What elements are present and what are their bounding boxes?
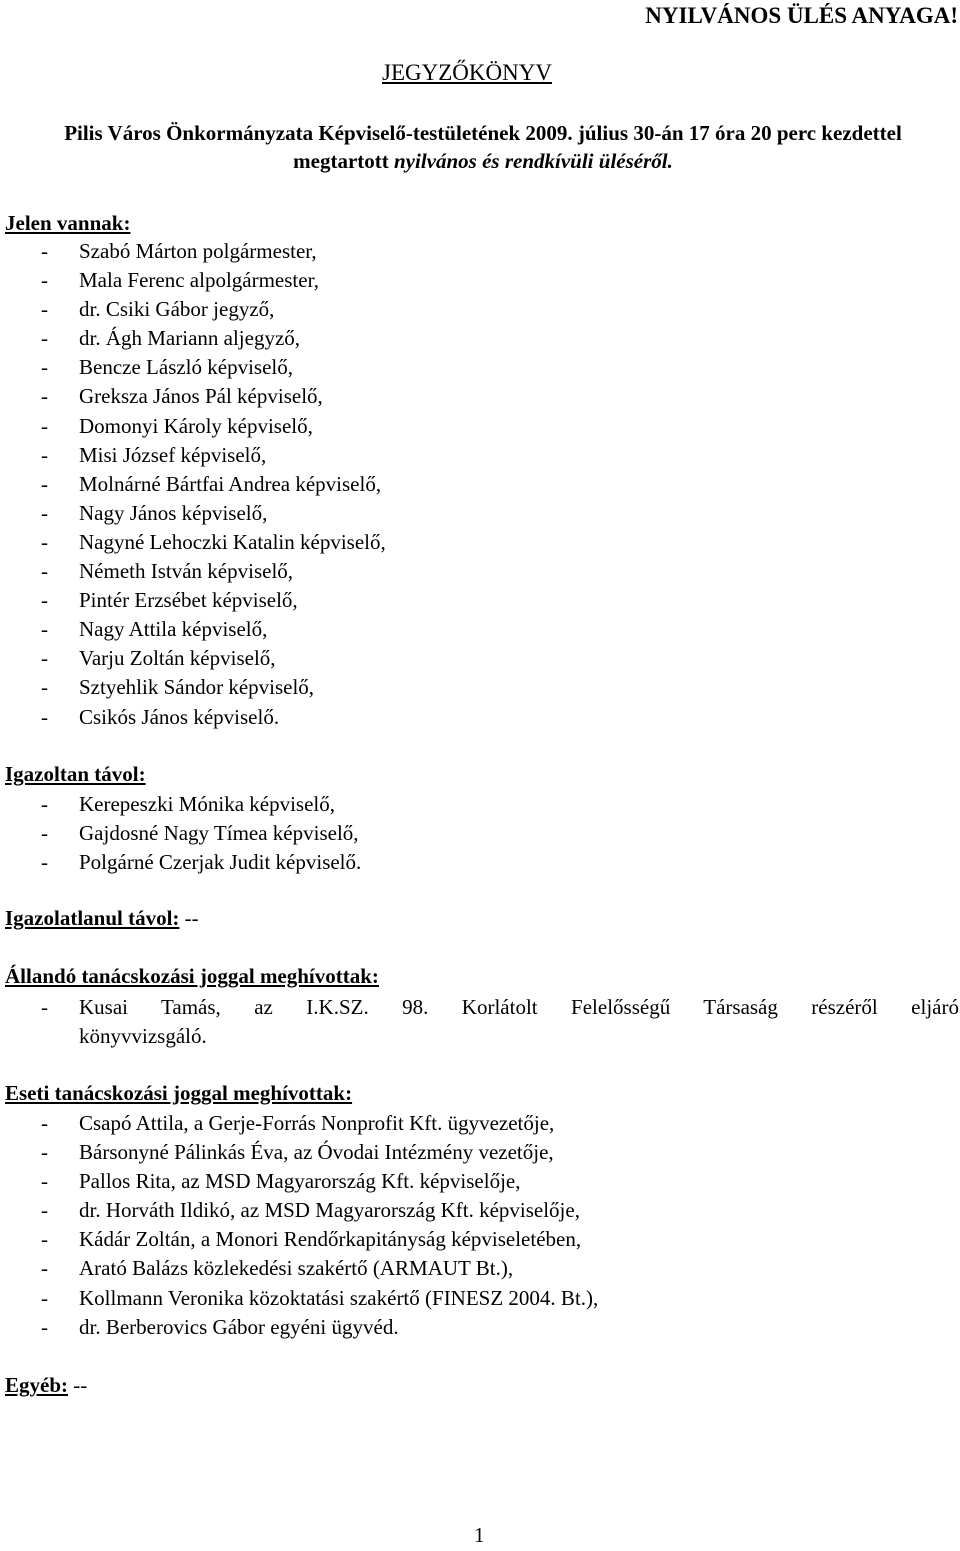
list-dash: - — [41, 297, 48, 322]
list-item-text: Polgárné Czerjak Judit képviselő. — [79, 850, 362, 875]
list-dash: - — [41, 326, 48, 351]
list-item-text: Csikós János képviselő. — [79, 704, 280, 729]
list-dash: - — [41, 529, 48, 554]
list-dash: - — [41, 1169, 48, 1194]
list-item-text: Bencze László képviselő, — [79, 355, 293, 380]
unexcused-heading: Igazolatlanul távol: — [5, 906, 180, 930]
list-dash: - — [41, 646, 48, 671]
other-section — [5, 1373, 87, 1398]
list-dash: - — [41, 355, 48, 380]
list-dash: - — [41, 850, 48, 875]
list-item-text: Németh István képviselő, — [79, 559, 294, 584]
intro-italic-text: nyilvános és rendkívüli üléséről. — [394, 149, 673, 173]
list-item-text: Molnárné Bártfai Andrea képviselő, — [79, 471, 382, 496]
excused-heading: Igazoltan távol: — [5, 762, 146, 786]
intro-paragraph — [28, 119, 938, 175]
list-item-text: Mala Ferenc alpolgármester, — [79, 268, 319, 293]
list-dash: - — [41, 500, 48, 525]
list-dash: - — [41, 239, 48, 263]
list-dash: - — [41, 1256, 48, 1281]
list-item-text: Gajdosné Nagy Tímea képviselő, — [79, 821, 359, 846]
list-dash: - — [41, 471, 48, 496]
list-item-text: Kerepeszki Mónika képviselő, — [79, 792, 336, 816]
list-dash: - — [41, 268, 48, 293]
list-dash: - — [41, 1314, 48, 1339]
list-item-text: Csapó Attila, a Gerje-Forrás Nonprofit Kft. ügyvezetője, — [79, 1111, 555, 1135]
page-number: 1 — [474, 1523, 485, 1547]
list-dash: - — [41, 617, 48, 642]
permanent-invitee-line2: könyvvizsgáló. — [79, 1024, 207, 1048]
list-dash: - — [41, 1285, 48, 1310]
list-item-text: Domonyi Károly képviselő, — [79, 413, 313, 438]
other-value: -- — [68, 1373, 88, 1397]
list-item-text: Kádár Zoltán, a Monori Rendőrkapitányság képviseletében, — [79, 1227, 582, 1252]
list-item-text: Kollmann Veronika közoktatási szakértő (FINESZ 2004. Bt.), — [79, 1285, 599, 1310]
list-dash: - — [41, 384, 48, 409]
permanent-invitees-heading: Állandó tanácskozási joggal meghívottak: — [5, 964, 379, 988]
list-dash: - — [41, 1198, 48, 1223]
list-dash: - — [41, 413, 48, 438]
list-dash: - — [41, 588, 48, 613]
intro-text: Pilis Város Önkormányzata Képviselő-testületének 2009. július 30-án 17 óra 20 perc kezdettel megtartott — [64, 121, 902, 173]
document-title: JEGYZŐKÖNYV — [382, 60, 552, 85]
list-dash: - — [41, 995, 48, 1019]
list-dash: - — [41, 675, 48, 700]
list-dash: - — [41, 1140, 48, 1165]
list-item-text: dr. Csiki Gábor jegyző, — [79, 297, 275, 322]
list-dash: - — [41, 1227, 48, 1252]
list-item-text: Pintér Erzsébet képviselő, — [79, 588, 298, 613]
permanent-invitee-text — [79, 993, 959, 1051]
list-item-text: Sztyehlik Sándor képviselő, — [79, 675, 315, 700]
other-heading: Egyéb: — [5, 1373, 68, 1397]
list-dash: - — [41, 792, 48, 816]
list-dash: - — [41, 821, 48, 846]
unexcused-section — [5, 906, 199, 931]
list-item-text: Pallos Rita, az MSD Magyarország Kft. képviselője, — [79, 1169, 521, 1194]
list-item-text: Greksza János Pál képviselő, — [79, 384, 323, 409]
list-item-text: dr. Ágh Mariann aljegyző, — [79, 326, 301, 351]
list-item-text: Arató Balázs közlekedési szakértő (ARMAUT Bt.), — [79, 1256, 514, 1281]
classification-label: NYILVÁNOS ÜLÉS ANYAGA! — [645, 3, 958, 28]
list-dash: - — [41, 704, 48, 729]
list-dash: - — [41, 559, 48, 584]
list-item-text: Bársonyné Pálinkás Éva, az Óvodai Intézmény vezetője, — [79, 1140, 554, 1165]
list-dash: - — [41, 442, 48, 467]
permanent-invitee-line1: Kusai Tamás, az I.K.SZ. 98. Korlátolt Felelősségű Társaság részéről eljáró — [79, 995, 959, 1019]
list-item-text: dr. Berberovics Gábor egyéni ügyvéd. — [79, 1314, 399, 1339]
unexcused-value: -- — [179, 906, 199, 930]
list-item-text: Nagy Attila képviselő, — [79, 617, 268, 642]
list-item-text: Nagy János képviselő, — [79, 500, 268, 525]
list-item-text: Nagyné Lehoczki Katalin képviselő, — [79, 529, 386, 554]
present-heading: Jelen vannak: — [5, 211, 131, 235]
list-item-text: Szabó Márton polgármester, — [79, 239, 317, 263]
list-dash: - — [41, 1111, 48, 1135]
list-item-text: Misi József képviselő, — [79, 442, 267, 467]
list-item-text: Varju Zoltán képviselő, — [79, 646, 276, 671]
list-item-text: dr. Horváth Ildikó, az MSD Magyarország Kft. képviselője, — [79, 1198, 580, 1223]
occasional-invitees-heading: Eseti tanácskozási joggal meghívottak: — [5, 1081, 353, 1105]
